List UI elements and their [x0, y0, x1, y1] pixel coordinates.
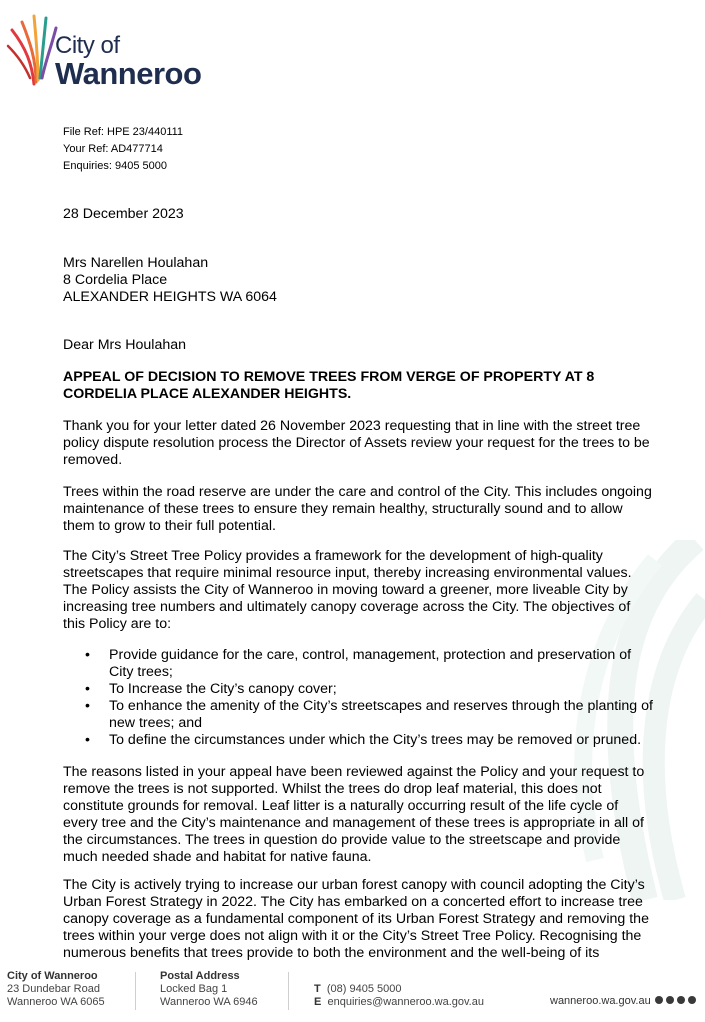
footer-postal: Postal Address Locked Bag 1 Wanneroo WA 6946 — [160, 970, 258, 1008]
recipient-address — [63, 255, 653, 306]
twitter-icon[interactable] — [666, 996, 674, 1004]
footer-divider — [135, 972, 136, 1010]
list-item: • To Increase the City’s canopy cover; — [85, 681, 337, 697]
paragraph: The City is actively trying to increase our urban forest canopy with council adopting the City’s Urban Forest Strategy in 2022. The City has embarked on a concerted effort to increase tree canopy coverage as a fundamental component of its Urban Forest Strategy and removing the trees within your verge does not align with it or the City’s Street Tree Policy. Recognising the numerous benefits that trees provide to both the environment and the well-being of its — [63, 877, 649, 961]
youtube-icon[interactable] — [677, 996, 685, 1004]
bullet-icon: • — [85, 698, 90, 714]
recipient-name: Mrs Narellen Houlahan — [63, 255, 209, 271]
footer-org: City of Wanneroo 23 Dundebar Road Wanneroo WA 6065 — [7, 970, 105, 1008]
footer-phone: (08) 9405 5000 — [326, 983, 402, 995]
city-logo — [6, 8, 221, 91]
footer-contact: T (08) 9405 5000 E enquiries@wanneroo.wa.gov.au — [314, 983, 484, 1008]
recipient-street: 8 Cordelia Place — [63, 272, 168, 288]
footer-divider — [288, 972, 289, 1010]
logo-text-city-of: City of — [55, 32, 120, 59]
letter-heading: APPEAL OF DECISION TO REMOVE TREES FROM VERGE OF PROPERTY AT 8 CORDELIA PLACE ALEXANDER HEIGHTS. — [63, 369, 595, 402]
paragraph: Thank you for your letter dated 26 November 2023 requesting that in line with the street tree policy dispute resolution process the Director of Assets review your request for the trees to be removed. — [63, 418, 650, 468]
linkedin-icon[interactable] — [688, 996, 696, 1004]
paragraph: Trees within the road reserve are under the care and control of the City. This includes ongoing maintenance of these trees to ensure they remain healthy, structurally sound and to allow them to grow to their full potential. — [63, 484, 652, 534]
logo-emblem-icon — [6, 8, 58, 88]
paragraph: The City’s Street Tree Policy provides a framework for the development of high-quality streetscapes that require minimal resource input, thereby increasing environmental values. The Policy assists the City of Wanneroo in moving toward a greener, more liveable City by increasing tree numbers and ultimately canopy coverage across the City. The objectives of this Policy are to: — [63, 548, 632, 632]
bullet-icon: • — [85, 732, 90, 748]
footer-website[interactable]: wanneroo.wa.gov.au — [550, 995, 651, 1007]
facebook-icon[interactable] — [655, 996, 663, 1004]
reference-block — [63, 124, 183, 175]
file-ref: File Ref: HPE 23/440111 — [63, 126, 184, 138]
list-item: • To enhance the amenity of the City’s streetscapes and reserves through the planting of new trees; and — [85, 698, 653, 731]
enquiries: Enquiries: 9405 5000 — [63, 160, 167, 172]
paragraph: The reasons listed in your appeal have been reviewed against the Policy and your request to remove the trees is not supported. Whilst the trees do drop leaf material, this does not constitute grounds for removal. Leaf litter is a naturally occurring result of the life cycle of every tree and the City’s maintenance and management of these trees is appropriate in all of the circumstances. The trees in question do provide value to the streetscape and provide much needed shade and habitat for native fauna. — [63, 764, 645, 865]
recipient-suburb: ALEXANDER HEIGHTS WA 6064 — [63, 289, 277, 305]
letter-date: 28 December 2023 — [63, 206, 184, 222]
policy-objectives-list — [63, 647, 653, 749]
list-item: • To define the circumstances under which the City’s trees may be removed or pruned. — [85, 732, 642, 748]
footer-org-title: City of Wanneroo — [7, 970, 98, 982]
logo-text-wanneroo: Wanneroo — [55, 56, 202, 91]
bullet-icon: • — [85, 681, 90, 697]
your-ref: Your Ref: AD477714 — [63, 143, 163, 155]
letter-footer — [0, 966, 705, 1022]
bullet-icon: • — [85, 647, 90, 663]
list-item: • Provide guidance for the care, control, management, protection and preservation of City trees; — [85, 647, 632, 680]
footer-email[interactable]: enquiries@wanneroo.wa.gov.au — [327, 996, 484, 1008]
salutation: Dear Mrs Houlahan — [63, 337, 187, 353]
footer-postal-title: Postal Address — [160, 970, 240, 982]
